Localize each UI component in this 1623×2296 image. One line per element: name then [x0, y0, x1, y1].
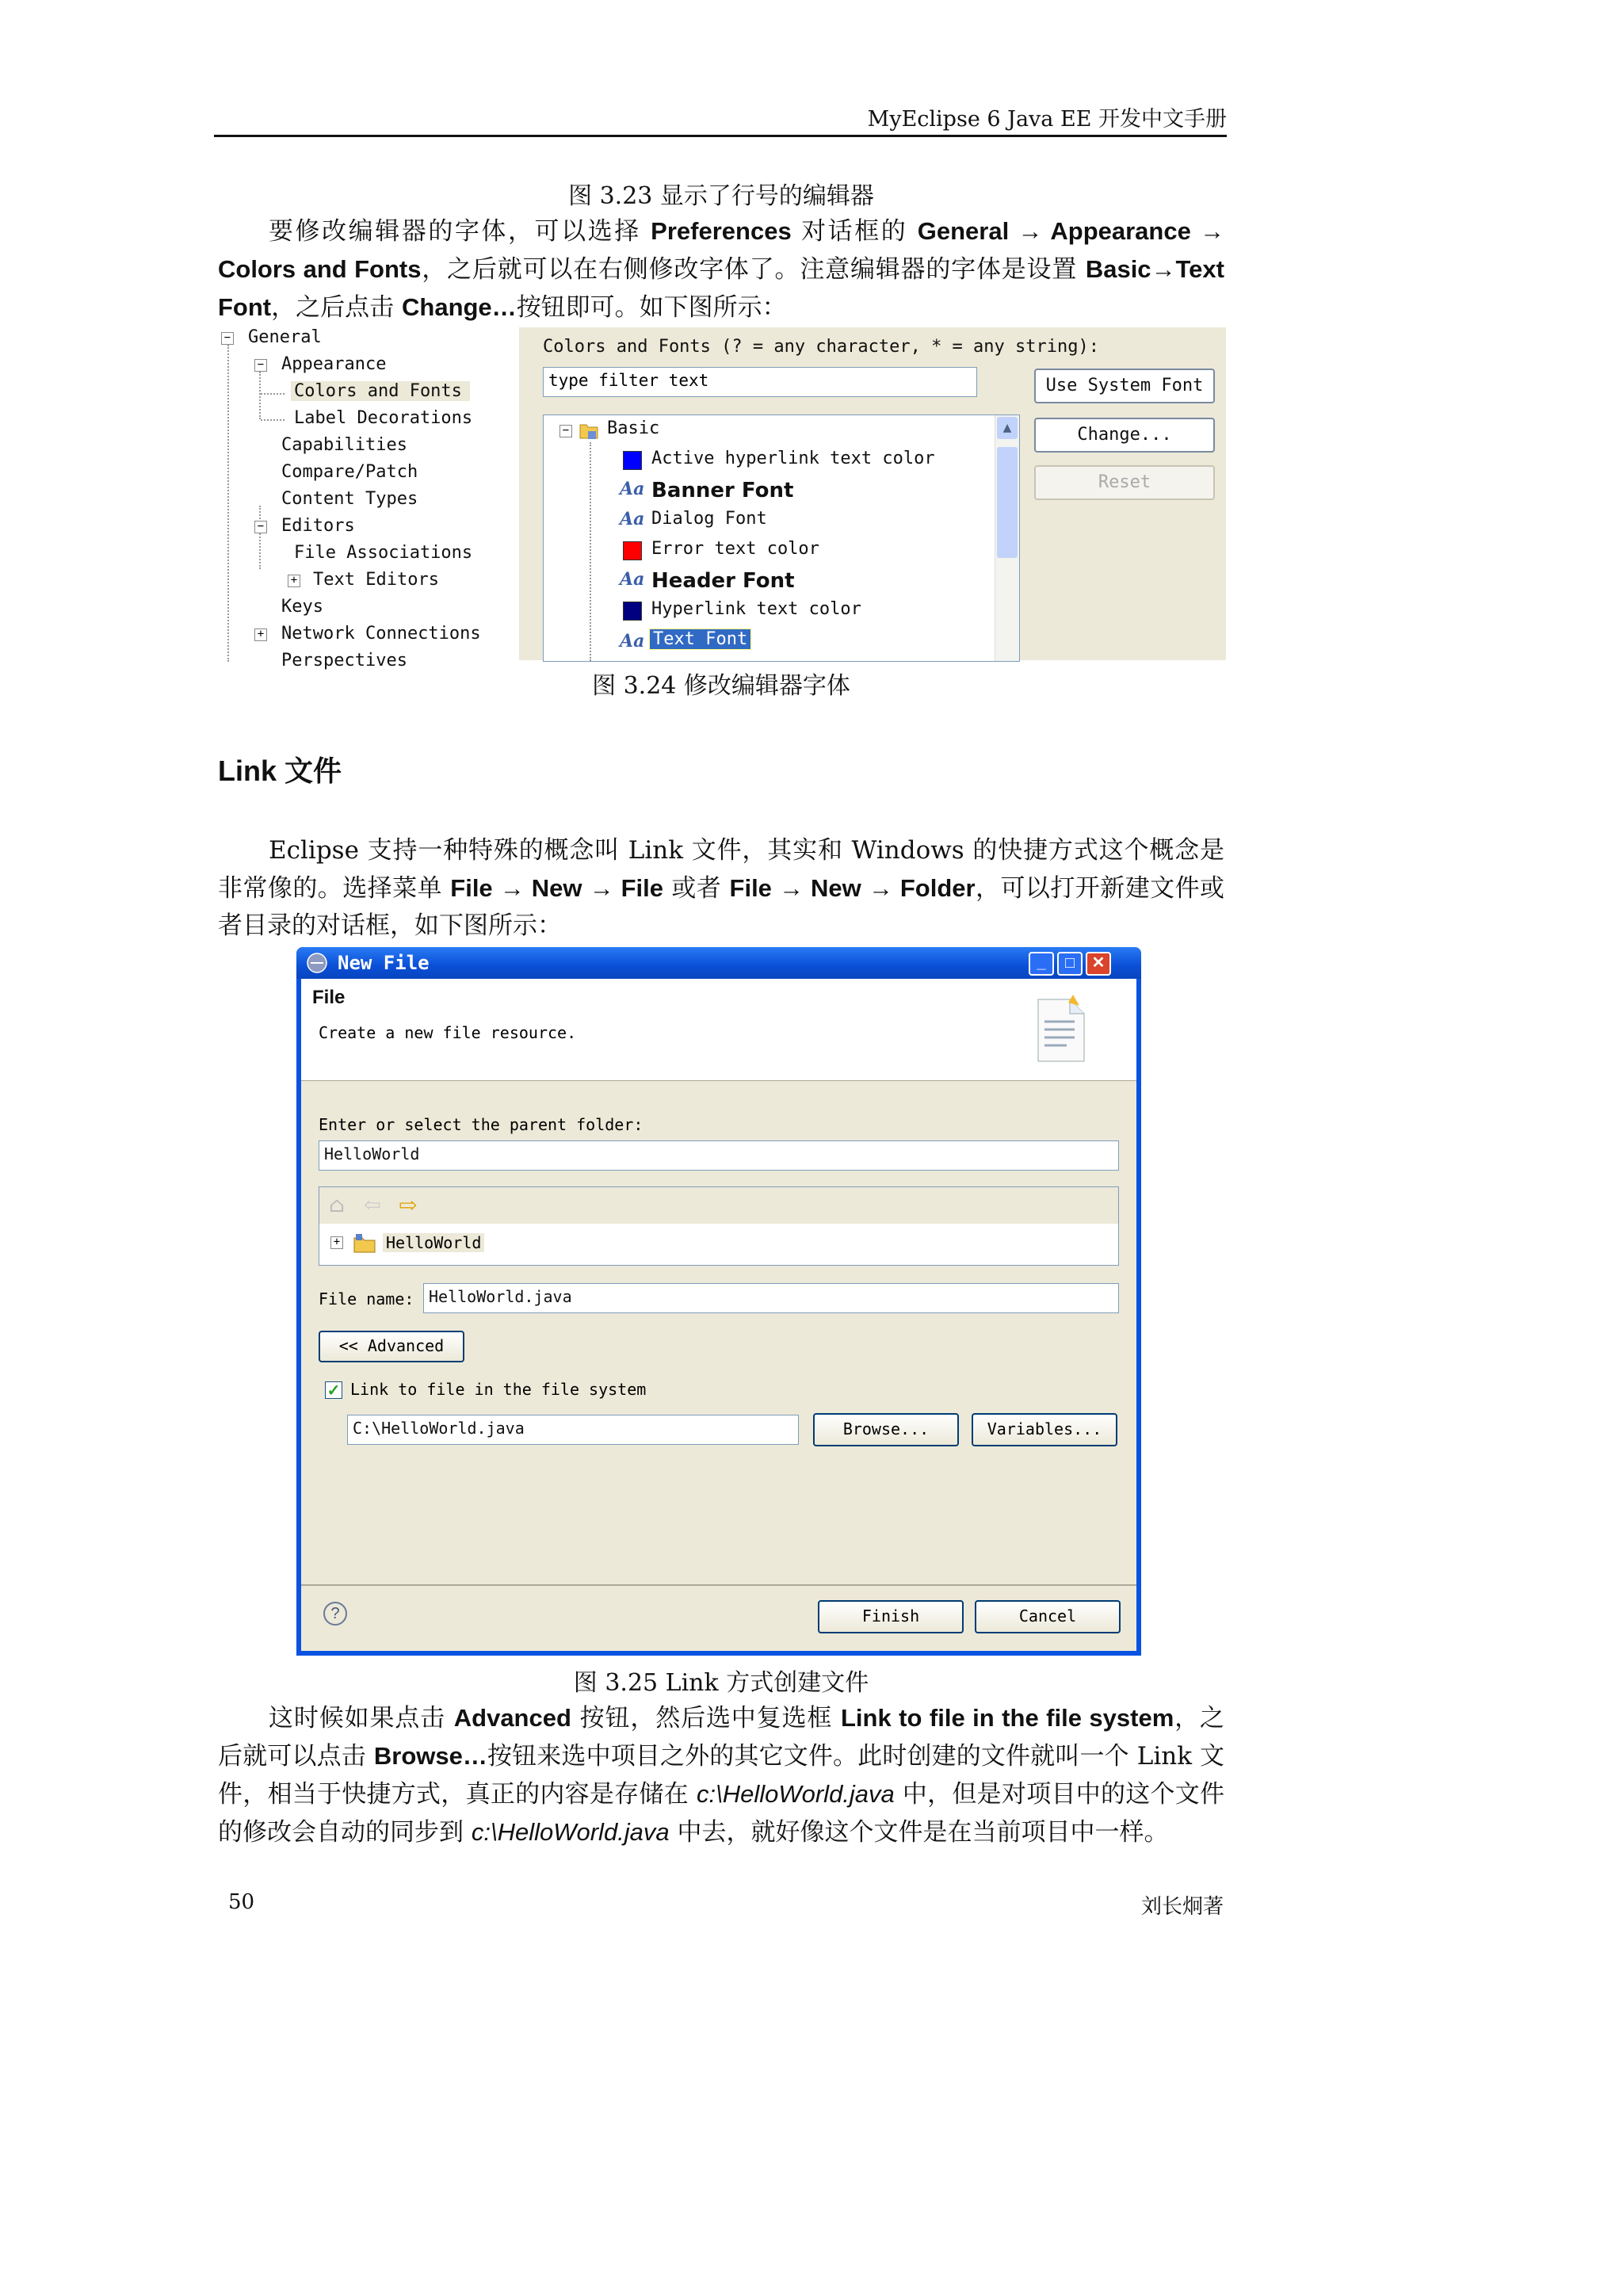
tree-item-content-types[interactable]: Content Types	[281, 489, 418, 509]
collapse-icon[interactable]: −	[559, 425, 572, 437]
file-name-input[interactable]: HelloWorld.java	[423, 1283, 1119, 1313]
finish-button[interactable]: Finish	[818, 1600, 964, 1633]
expand-icon[interactable]: +	[254, 628, 267, 641]
text-run: 这时候如果点击	[269, 1704, 454, 1733]
paragraph-fonts	[218, 212, 1224, 327]
dialog-heading: File	[312, 987, 346, 1008]
expand-icon[interactable]: +	[330, 1236, 343, 1249]
variables-button[interactable]: Variables...	[972, 1413, 1117, 1446]
home-icon[interactable]: ⌂	[329, 1194, 345, 1217]
tree-item-compare-patch[interactable]: Compare/Patch	[281, 462, 418, 482]
bold-term: Link to file in the file system	[840, 1704, 1174, 1732]
italic-path: c:\HelloWorld.java	[696, 1780, 895, 1808]
maximize-button[interactable]: □	[1057, 952, 1083, 976]
bold-term: Browse…	[373, 1742, 487, 1770]
author: 刘长炯著	[1140, 1895, 1224, 1919]
file-name-label: File name:	[319, 1289, 414, 1308]
parent-folder-label: Enter or select the parent folder:	[319, 1115, 643, 1134]
tree-toolbar	[319, 1187, 1118, 1224]
text-run: 中，但是对项目中的这个文件的修改会自动的同步到	[218, 1780, 1224, 1847]
list-item-banner-font[interactable]: Banner Font	[651, 479, 794, 502]
page-number: 50	[228, 1890, 255, 1914]
close-button[interactable]: ✕	[1086, 952, 1111, 976]
dialog-titlebar[interactable]	[296, 947, 1141, 979]
color-swatch	[623, 451, 642, 470]
text-run: 按钮，然后选中复选框	[571, 1704, 841, 1733]
figure-caption-324: 图 3.24 修改编辑器字体	[592, 672, 850, 700]
back-arrow-icon[interactable]: ⇦	[364, 1194, 381, 1217]
bold-term: Advanced	[453, 1704, 571, 1732]
list-item-dialog-font[interactable]: Dialog Font	[651, 509, 767, 529]
scroll-up-icon[interactable]: ▲	[997, 417, 1018, 439]
dialog-body	[301, 979, 1136, 1651]
text-run: ，之后就可以在右侧修改字体了。注意编辑器的字体是设置	[421, 255, 1086, 284]
list-item-header-font[interactable]: Header Font	[651, 569, 795, 593]
tree-item-general[interactable]: General	[248, 327, 322, 347]
tree-item-colors-and-fonts[interactable]: Colors and Fonts	[291, 381, 470, 401]
separator	[301, 1584, 1136, 1586]
project-folder-icon	[353, 1232, 376, 1255]
figure-caption-325: 图 3.25 Link 方式创建文件	[573, 1669, 869, 1697]
italic-path: c:\HelloWorld.java	[471, 1818, 670, 1846]
text-run: ，之后点击	[271, 293, 402, 322]
tree-item-editors[interactable]: Editors	[281, 516, 355, 536]
forward-arrow-icon[interactable]: ⇨	[399, 1192, 418, 1218]
text-run: ，可以打开新建文件或者目录的对话框，如下图所示：	[218, 874, 1225, 940]
eclipse-icon	[306, 952, 328, 974]
bold-term: File → New → File	[450, 874, 664, 902]
dialog-description: Create a new file resource.	[319, 1023, 577, 1042]
tree-item-text-editors[interactable]: Text Editors	[313, 570, 439, 590]
running-header	[214, 101, 1227, 137]
tree-item-appearance[interactable]: Appearance	[281, 354, 387, 374]
collapse-icon[interactable]: −	[254, 359, 267, 372]
text-run: 按钮即可。如下图所示：	[516, 293, 787, 322]
figure-caption-323: 图 3.23 显示了行号的编辑器	[568, 182, 874, 210]
help-icon[interactable]: ?	[323, 1602, 347, 1626]
change-button[interactable]: Change...	[1034, 418, 1215, 453]
dialog-title: New File	[338, 952, 430, 974]
link-path-input[interactable]: C:\HelloWorld.java	[347, 1415, 799, 1445]
text-run: 按钮来选中项目之外的其它文件。此时创建的文件就叫一个 Link 文件，相当于快捷方式，真正的内容是存储在	[218, 1742, 1224, 1809]
preferences-screenshot	[218, 327, 1226, 670]
tree-item-capabilities[interactable]: Capabilities	[281, 435, 407, 455]
tree-item-perspectives[interactable]: Perspectives	[281, 651, 407, 670]
paragraph-link-explanation	[218, 1699, 1224, 1851]
new-file-wizard-icon	[1030, 995, 1094, 1066]
color-swatch	[623, 541, 642, 560]
new-file-dialog	[296, 947, 1141, 1656]
preferences-tree	[218, 327, 519, 670]
cancel-button[interactable]: Cancel	[975, 1600, 1121, 1633]
bold-term: Change…	[402, 293, 517, 321]
header-title: MyEclipse 6 Java EE 开发中文手册	[867, 107, 1227, 132]
font-aa-icon: Aa	[620, 509, 645, 529]
dialog-header	[301, 979, 1136, 1081]
expand-icon[interactable]: +	[288, 575, 300, 587]
list-item-hyperlink-color[interactable]: Hyperlink text color	[651, 599, 861, 619]
text-run: ，之后就可以点击	[218, 1704, 1225, 1771]
list-item-text-font[interactable]: Text Font	[650, 629, 750, 649]
font-aa-icon: Aa	[620, 569, 645, 590]
bold-term: Preferences	[651, 217, 792, 245]
bold-term: Basic→Text Font	[218, 255, 1224, 321]
collapse-icon[interactable]: −	[254, 521, 267, 533]
advanced-button[interactable]: << Advanced	[319, 1331, 464, 1362]
link-checkbox[interactable]: ✓	[325, 1381, 342, 1399]
parent-folder-input[interactable]: HelloWorld	[319, 1140, 1119, 1171]
minimize-button[interactable]: _	[1029, 952, 1054, 976]
text-run: Eclipse 支持一种特殊的概念叫 Link 文件，其实和 Windows 的快捷方式这个概念是非常像的。选择菜单	[218, 836, 1224, 903]
bold-term: General → Appearance → Colors and Fonts	[218, 217, 1224, 283]
color-swatch	[623, 602, 642, 621]
tree-item-file-associations[interactable]: File Associations	[294, 543, 473, 563]
colors-fonts-panel	[519, 327, 1226, 660]
text-run: 或者	[663, 874, 730, 903]
font-aa-icon: Aa	[620, 631, 645, 651]
tree-item-network-connections[interactable]: Network Connections	[281, 624, 481, 644]
section-title: Link 文件	[218, 755, 342, 787]
scroll-thumb[interactable]	[997, 447, 1018, 558]
tree-item-helloworld[interactable]: HelloWorld	[383, 1233, 484, 1252]
list-item-error-text[interactable]: Error text color	[651, 539, 819, 559]
browse-button[interactable]: Browse...	[813, 1413, 959, 1446]
list-item-active-hyperlink[interactable]: Active hyperlink text color	[651, 449, 935, 468]
collapse-icon[interactable]: −	[221, 332, 234, 345]
reset-button[interactable]: Reset	[1034, 465, 1215, 500]
list-group-basic[interactable]: Basic	[607, 418, 660, 438]
folder-tree[interactable]	[319, 1186, 1119, 1266]
list-scrollbar[interactable]	[995, 415, 1019, 661]
text-run: 对话框的	[791, 217, 918, 246]
font-aa-icon: Aa	[620, 479, 645, 499]
tree-item-label-decorations[interactable]: Label Decorations	[294, 408, 473, 428]
filter-input[interactable]: type filter text	[543, 367, 977, 397]
paragraph-link-intro	[218, 832, 1224, 945]
bold-term: File → New → Folder	[729, 874, 976, 902]
text-run: 要修改编辑器的字体，可以选择	[269, 217, 651, 246]
link-checkbox-label[interactable]: Link to file in the file system	[350, 1380, 647, 1399]
tree-item-keys[interactable]: Keys	[281, 597, 323, 617]
filter-label: Colors and Fonts (? = any character, * = any string):	[543, 337, 1099, 357]
colors-fonts-list[interactable]	[543, 415, 1020, 662]
folder-icon	[579, 420, 599, 441]
use-system-font-button[interactable]: Use System Font	[1034, 369, 1215, 403]
text-run: 中去，就好像这个文件是在当前项目中一样。	[669, 1818, 1169, 1847]
